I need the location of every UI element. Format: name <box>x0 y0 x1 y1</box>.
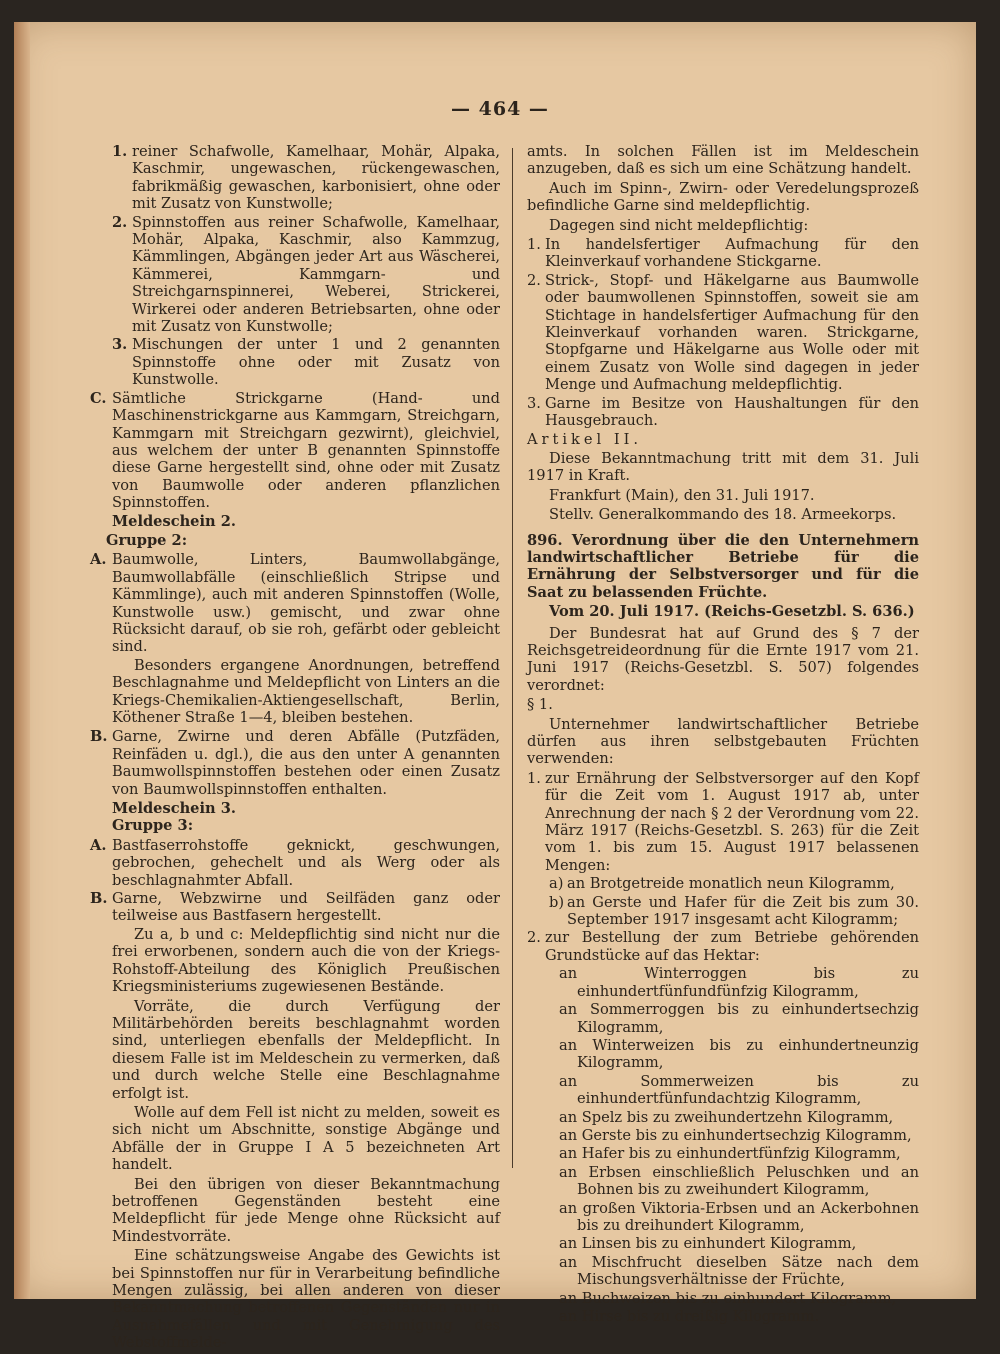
paragraph: Zu a, b und c: Meldepflichtig sind nicht nur die frei erworbenen, sondern auch die von der Kriegs-Rohstoff-Abteilung des Königlich Preußischen Kriegsministeriums zugewiesenen Bestände. <box>112 925 500 996</box>
list-item <box>112 214 500 336</box>
paragraph: Auch im Spinn-, Zwirn- oder Veredelungsprozeß befindliche Garne sind meldepflichtig. <box>527 179 919 215</box>
gruppe-2-heading: Gruppe 2: <box>106 531 188 549</box>
crop-item: an großen Viktoria-Erbsen und an Ackerbohnen bis zu dreihundert Kilogramm, <box>559 1199 919 1234</box>
crop-item: an Gerste bis zu einhundertsechzig Kilogramm, <box>559 1126 912 1144</box>
crop-item: an Sommerweizen bis zu einhundertfünfundachtzig Kilogramm, <box>559 1072 919 1108</box>
list-text: In handelsfertiger Aufmachung für den Kleinverkauf vorhandene Stickgarne. <box>545 236 919 271</box>
list-text: Garne im Besitze von Haushaltungen für den Hausgebrauch. <box>545 394 919 430</box>
section-text: Baumwolle, Linters, Baumwollabgänge, Baumwollabfälle (einschließlich Stripse und Kämmlinge), auch mit anderen Spinnstoffen (Wolle, Kunstwolle usw.) gemischt, und zwar ohne Rücksicht darauf, ob sie roh, gefärbt oder gebleicht sind. <box>112 551 500 656</box>
list-text: Mischungen der unter 1 und 2 genannten Spinnstoffe ohne oder mit Zusatz von Kunstwolle. <box>132 336 500 389</box>
list-item <box>527 272 919 394</box>
ordinance-date: Vom 20. Juli 1917. (Reichs-Gesetzbl. S. 636.) <box>549 603 915 621</box>
section-marker: B. <box>90 890 108 908</box>
gruppe-2-a <box>90 551 500 655</box>
list-marker: 1. <box>112 143 128 160</box>
list-item <box>527 770 919 874</box>
paragraph: Bei den übrigen von dieser Bekanntmachung betroffenen Gegenständen besteht eine Meldepflicht für jede Menge ohne Rücksicht auf Mindestvorräte. <box>112 1175 500 1245</box>
list-marker: a) <box>549 875 564 893</box>
crop-item: an Winterweizen bis zu einhundertneunzig Kilogramm, <box>559 1036 919 1072</box>
crop-item: an Spelz bis zu zweihundertzehn Kilogramm, <box>559 1108 894 1126</box>
list-marker: 3. <box>112 336 128 354</box>
list-text: zur Bestellung der zum Betriebe gehörenden Grundstücke auf das Hektar: <box>545 929 919 964</box>
list-marker: b) <box>549 893 565 911</box>
crop-item: an Erbsen einschließlich Peluschken und an Bohnen bis zu zweihundert Kilogramm, <box>559 1163 919 1199</box>
list-item <box>112 336 500 388</box>
section-c <box>90 390 500 512</box>
list-text: reiner Schafwolle, Kamelhaar, Mohär, Alpaka, Kaschmir, ungewaschen, rückengewaschen, fabrikmäßig gewaschen, karbonisiert, ohne oder mit Zusatz von Kunstwolle; <box>132 143 500 213</box>
crop-item: an Hirse bis zu dreißig Kilogramm. <box>559 1308 820 1325</box>
gruppe-3-a <box>90 837 500 889</box>
list-marker: 2. <box>112 213 128 231</box>
crop-item: an Hafer bis zu einhundertfünfzig Kilogramm, <box>559 1145 901 1163</box>
crop-item: an Sommerroggen bis zu einhundertsechzig Kilogramm, <box>559 1001 919 1036</box>
list-marker: 2. <box>527 929 541 947</box>
section-text: Garne, Webzwirne und Seilfäden ganz oder teilweise aus Bastfasern hergestellt. <box>112 890 500 925</box>
place-date: Frankfurt (Main), den 31. Juli 1917. <box>549 486 815 504</box>
list-text: zur Ernährung der Selbstversorger auf den Kopf für die Zeit vom 1. August 1917 ab, unter Anrechnung der nach § 2 der Verordnung vom 22. März 1917 (Reichs-Gesetzbl. S. 263) für die Zeit vom 1. bis zum 15. August 1917 belassenen Mengen: <box>545 769 919 874</box>
crop-item: an Winterroggen bis zu einhundertfünfundfünfzig Kilogramm, <box>559 965 919 1000</box>
crop-item: an Buchweizen bis zu einhundert Kilogramm, <box>559 1289 897 1307</box>
section-text: Bastfaserrohstoffe geknickt, geschwungen, gebrochen, gehechelt und als Werg oder als beschlagnahmter Abfall. <box>112 836 500 889</box>
list-text: an Brotgetreide monatlich neun Kilogramm, <box>567 875 895 893</box>
list-marker: 1. <box>527 769 541 787</box>
gruppe-3-heading: Gruppe 3: <box>112 817 194 835</box>
paragraph: amts. In solchen Fällen ist im Meldeschein anzugeben, daß es sich um eine Schätzung handelt. <box>527 143 919 178</box>
gruppe-2-b <box>90 728 500 798</box>
list-text: Strick-, Stopf- und Häkelgarne aus Baumwolle oder baumwollenen Spinnstoffen, soweit sie am Stichtage in handelsfertiger Aufmachung für den Kleinverkauf vorhanden waren. Strickgarne, Stopfgarne und Häkelgarne aus Wolle oder mit einem Zusatz von Wolle sind dagegen in jeder Menge und Aufmachung meldepflichtig. <box>545 271 919 394</box>
list-item <box>527 236 919 271</box>
paragraph: Wolle auf dem Fell ist nicht zu melden, soweit es sich nicht um Abschnitte, sonstige Abgänge und Abfälle der in Gruppe I A 5 bezeichneten Art handelt. <box>112 1103 500 1174</box>
crop-item: an Linsen bis zu einhundert Kilogramm, <box>559 1235 857 1253</box>
section-marker: C. <box>90 389 107 407</box>
paragraph: Vorräte, die durch Verfügung der Militärbehörden bereits beschlagnahmt worden sind, unterliegen ebenfalls der Meldepflicht. In diesem Falle ist im Meldeschein zu vermerken, daß und durch welche Stelle eine Beschlagnahme erfolgt ist. <box>112 997 500 1102</box>
left-column <box>90 143 500 1354</box>
crop-item: an Mischfrucht dieselben Sätze nach dem Mischungsverhältnisse der Früchte, <box>559 1253 919 1289</box>
list-item <box>112 143 500 213</box>
list-item <box>549 875 919 892</box>
section-marker: A. <box>90 836 107 854</box>
list-text: Spinnstoffen aus reiner Schafwolle, Kamelhaar, Mohär, Alpaka, Kaschmir, also Kammzug, Kämmlingen, Abgängen jeder Art aus Wäscherei, Kämmerei, Kammgarn- und Streichgarnspinnerei, Weberei, Strickerei, Wirkerei oder anderen Betriebsarten, ohne oder mit Zusatz von Kunstwolle; <box>132 213 500 336</box>
meldeschein-2-heading: Meldeschein 2. <box>112 512 236 530</box>
section-marker: B. <box>90 728 108 746</box>
page-spine-shadow <box>14 22 30 1299</box>
list-marker: 1. <box>527 236 541 254</box>
list-item <box>527 929 919 964</box>
list-marker: 2. <box>527 271 541 289</box>
signature-line: Stellv. Generalkommando des 18. Armeekorps. <box>549 506 897 524</box>
paragraph: Der Bundesrat hat auf Grund des § 7 der Reichsgetreideordnung für die Ernte 1917 vom 21. Juni 1917 (Reichs-Gesetzbl. S. 507) folgendes verordnet: <box>527 624 919 694</box>
artikel-heading: Artikel II. <box>527 430 643 448</box>
paragraph: Eine schätzungsweise Angabe des Gewichts ist bei Spinnstoffen nur für in Verarbeitung befindliche Mengen zulässig, bei allen anderen von dieser Bekanntmachung betroffenen Gegenständen nur in Ausnahmefällen und mit Genehmigung des Webstoffmelde- <box>112 1247 500 1352</box>
section-marker: A. <box>90 551 107 569</box>
section-sign-heading: § 1. <box>527 696 553 714</box>
section-text: Garne, Zwirne und deren Abfälle (Putzfäden, Reinfäden u. dgl.), die aus den unter A genannten Baumwollspinnstoffen bestehen oder einen Zusatz von Baumwollspinnstoffen enthalten. <box>112 728 500 798</box>
list-item <box>527 395 919 430</box>
page-number: — 464 — <box>451 98 549 120</box>
list-marker: 3. <box>527 394 541 412</box>
paragraph: Dagegen sind nicht meldepflichtig: <box>549 216 809 234</box>
right-column <box>527 143 919 1326</box>
gruppe-3-b <box>90 890 500 925</box>
meldeschein-3-heading: Meldeschein 3. <box>112 800 236 818</box>
column-divider <box>512 148 513 1168</box>
list-item <box>549 894 919 929</box>
paragraph: Diese Bekanntmachung tritt mit dem 31. Juli 1917 in Kraft. <box>527 449 919 485</box>
paragraph: Unternehmer landwirtschaftlicher Betriebe dürfen aus ihren selbstgebauten Früchten verwenden: <box>527 715 919 768</box>
ordinance-title: 896. Verordnung über die den Unternehmern landwirtschaftlicher Betriebe für die Ernährung der Selbstversorger und für die Saat zu belassenden Früchte. <box>527 531 919 601</box>
section-text: Sämtliche Strickgarne (Hand- und Maschinenstrickgarne aus Kammgarn, Streichgarn, Kammgarn mit Streichgarn gezwirnt), gleichviel, aus welchem der unter B genannten Spinnstoffe diese Garne hergestellt sind, ohne oder mit Zusatz von Baumwolle oder anderen pflanzlichen Spinnstoffen. <box>112 389 500 512</box>
paragraph: Besonders ergangene Anordnungen, betreffend Beschlagnahme und Meldepflicht von Linters an die Kriegs-Chemikalien-Aktiengesellschaft, Berlin, Köthener Straße 1—4, bleiben bestehen. <box>112 656 500 726</box>
list-text: an Gerste und Hafer für die Zeit bis zum 30. September 1917 insgesamt acht Kilogramm; <box>567 893 919 929</box>
